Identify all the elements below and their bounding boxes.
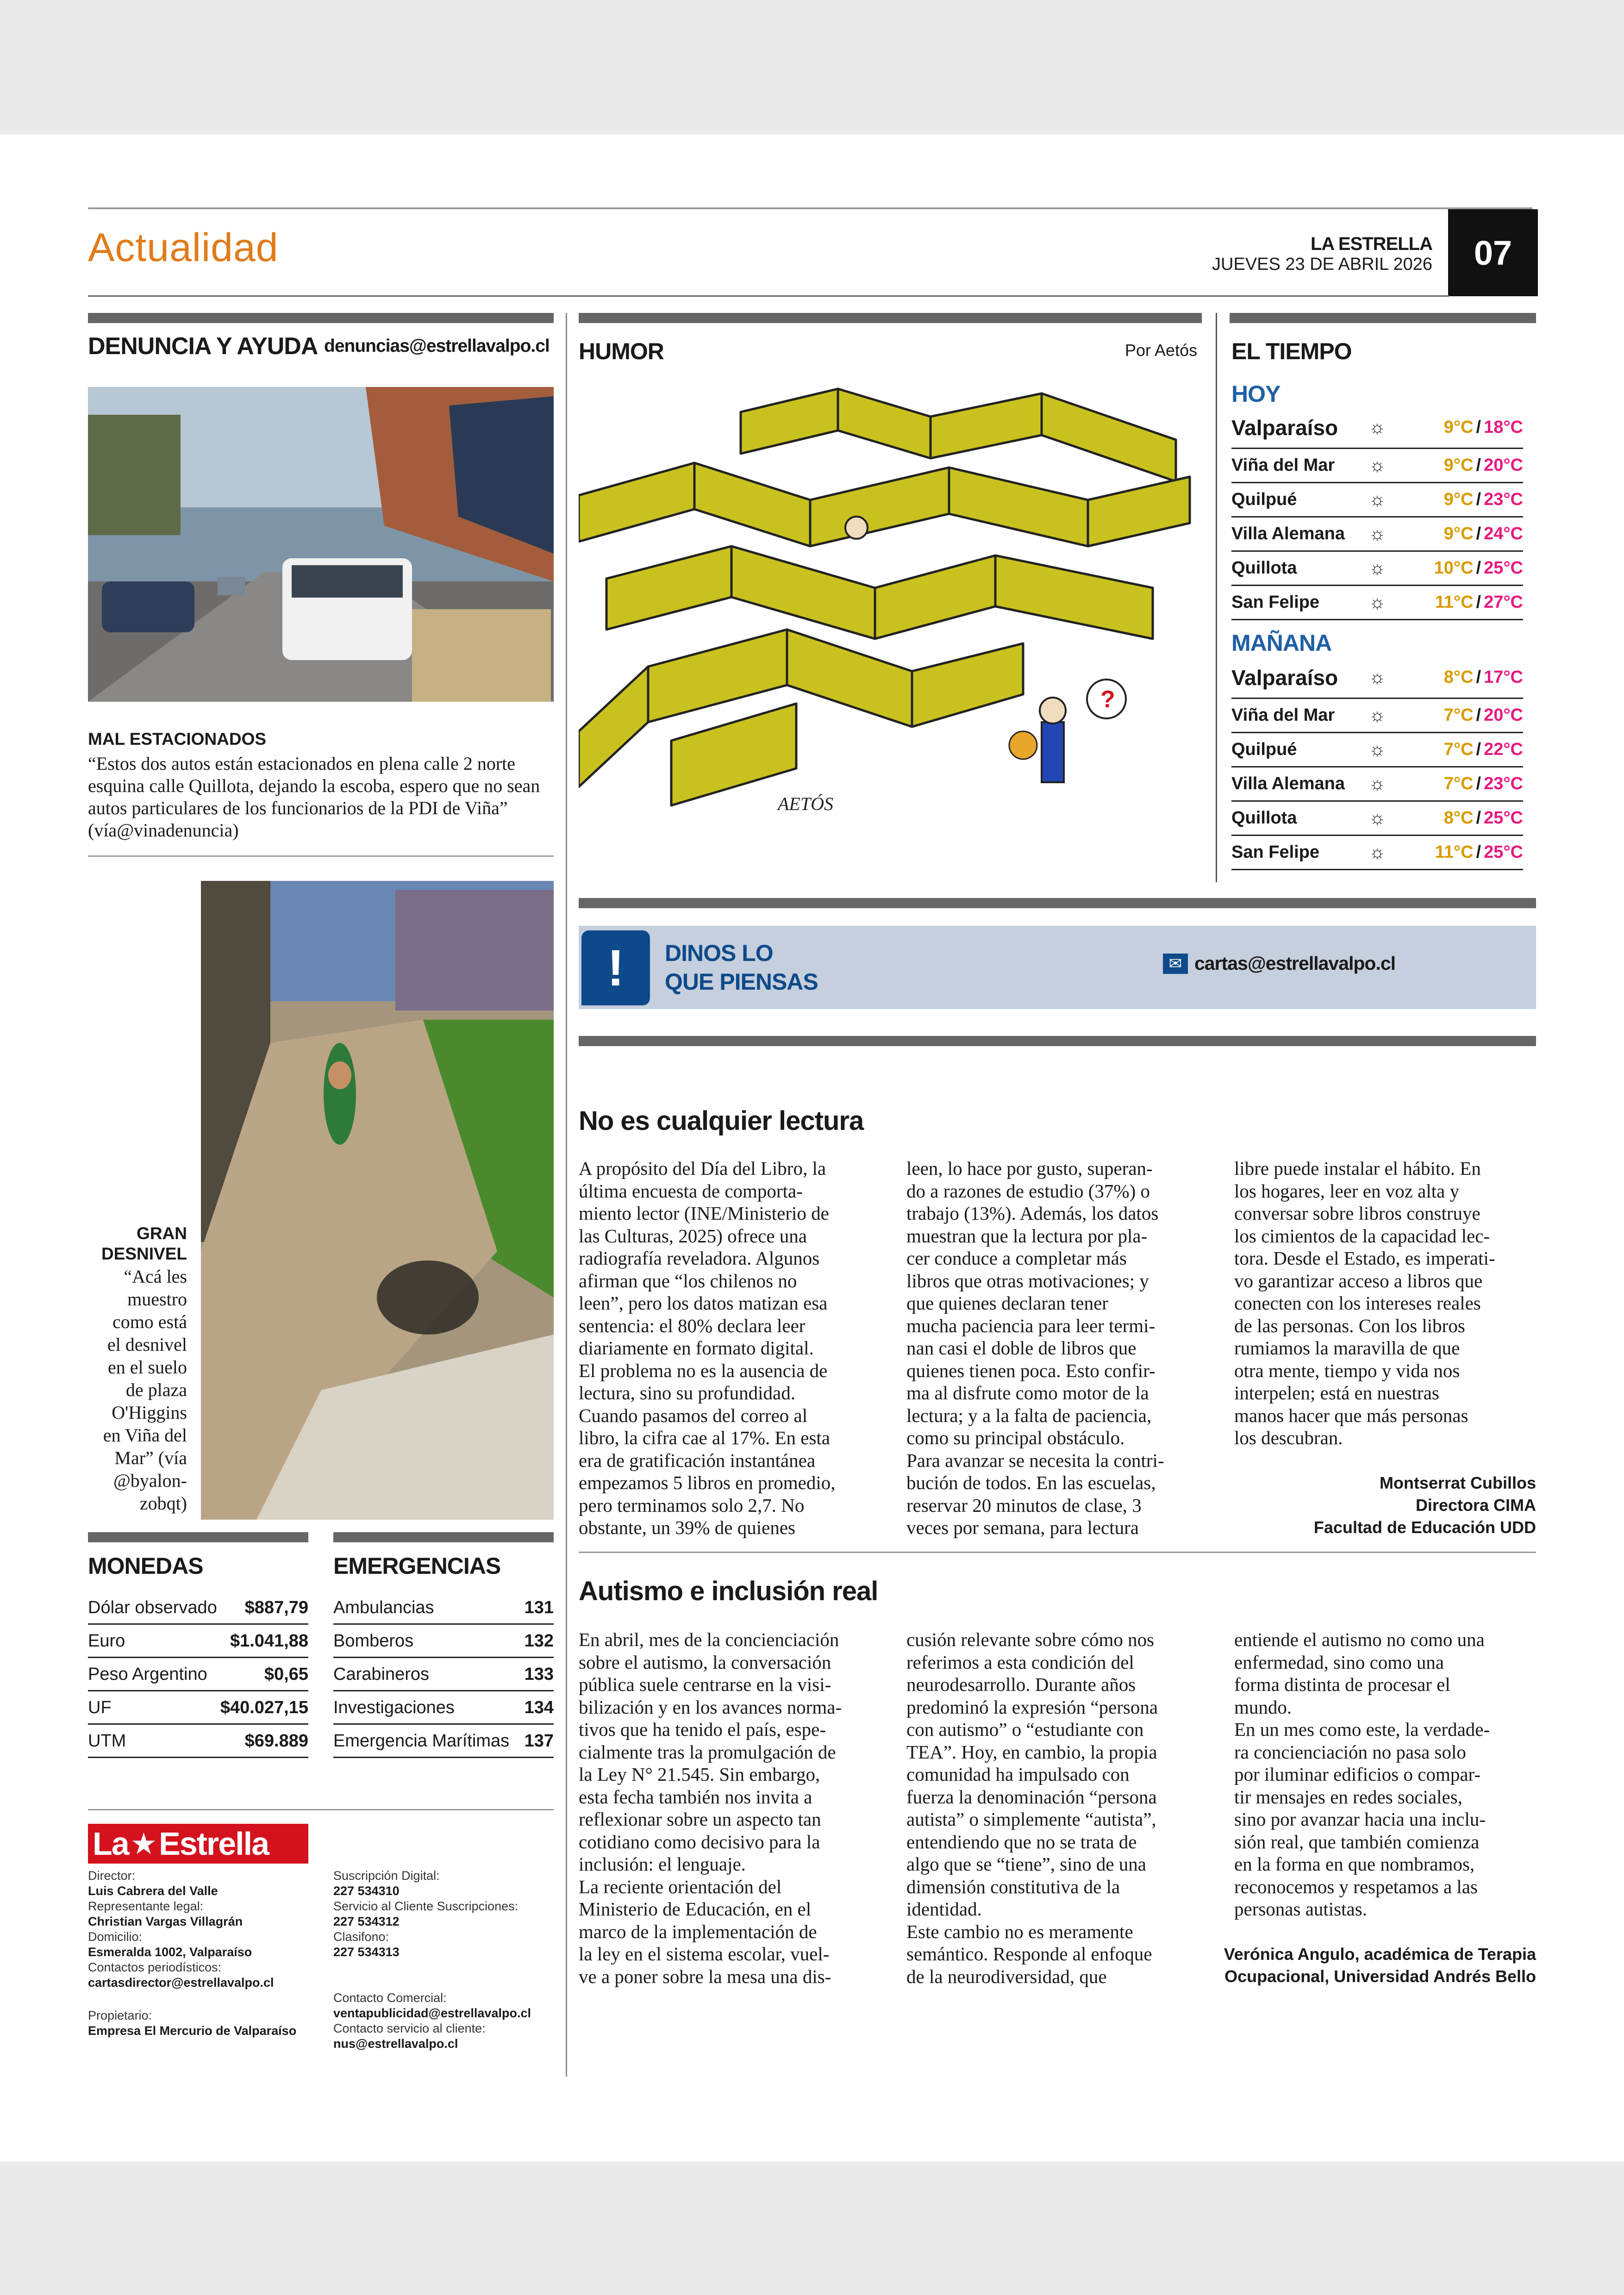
cartoon-signature: AETÓS bbox=[778, 793, 833, 814]
tiempo-title: EL TIEMPO bbox=[1231, 338, 1352, 364]
monedas-value: $887,79 bbox=[244, 1598, 308, 1617]
staff-right: Suscripción Digital: 227 534310 Servicio al Cliente Suscripciones: 227 534312 Clasifono: 227 534313 Contacto Comercial: ventapublicidad@estrellavalpo.cl Contacto servicio al cliente: nus@estrellavalpo.cl bbox=[333, 1869, 531, 2051]
letter1-col2: leen, lo hace por gusto, superan- do a razones de estudio (37%) o trabajo (13%). Además, los datos muestran que la lectura por pla- cer conduce a completar más libros que otras motivaciones; y que quienes declaran tener mucha paciencia para leer termi- nan casi el doble de libros que quienes tienen poca. Esto confir- ma al disfrute como motor de la lectura; y a la falta de paciencia, como su principal obstáculo. Para avanzar se necesita la contri- bución de todos. En las escuelas, reservar 20 minutos de clase, 3 veces por semana, para lectura bbox=[906, 1158, 1164, 1538]
page-date: JUEVES 23 DE ABRIL 2026 bbox=[1212, 255, 1432, 274]
dinos-bottom-bar bbox=[579, 1036, 1536, 1046]
maze-cartoon bbox=[579, 370, 1202, 861]
sun-icon: ☼ bbox=[1368, 667, 1386, 687]
masthead-brand: LA ESTRELLA bbox=[1310, 234, 1432, 254]
emergencias-value: 132 bbox=[524, 1631, 554, 1651]
letter1-col1: A propósito del Día del Libro, la última encuesta de comporta- miento lector (INE/Ministerio de las Culturas, 2025) ofrece una radiografía reveladora. Algunos afirman que “los chilenos no leen”, pero los datos matizan esa sentencia: el 80% declara leer diariamente en formato digital. El problema no es la ausencia de lectura, sino su profundidad. Cuando pasamos del correo al libro, la cifra cae al 17%. En esta era de gratificación instantánea empezamos 5 libros en promedio, pero terminamos solo 2,7. No obstante, un 39% de quienes bbox=[579, 1158, 836, 1538]
emergencias-row bbox=[333, 1659, 554, 1691]
letter2-col3: entiende el autismo no como una enfermedad, sino como una forma distinta de procesar el mundo. En un mes como este, la verdade- ra concienciación no pasa solo por iluminar edificios o compar- tir mensajes en redes sociales, sino por avanzar hacia una inclu- sión real, que también comienza en la forma en que nombramos, reconocemos y respetamos a las personas autistas. bbox=[1234, 1629, 1490, 1920]
monedas-value: $69.889 bbox=[244, 1731, 308, 1751]
denuncia-bar bbox=[88, 313, 554, 323]
svg-text:?: ? bbox=[1100, 686, 1115, 713]
weather-temps: 9°C / 23°C bbox=[1443, 490, 1523, 509]
weather-city: Quillota bbox=[1231, 558, 1297, 578]
weather-row-today bbox=[1231, 483, 1523, 518]
sun-icon: ☼ bbox=[1368, 842, 1386, 862]
emergencias-value: 133 bbox=[524, 1665, 554, 1684]
emergencias-label: Investigaciones bbox=[333, 1698, 455, 1717]
sun-icon: ☼ bbox=[1368, 558, 1386, 578]
emergencias-label: Emergencia Marítimas bbox=[333, 1731, 510, 1751]
emergencias-label: Bomberos bbox=[333, 1631, 414, 1651]
sun-icon: ☼ bbox=[1368, 489, 1386, 510]
humor-title: HUMOR bbox=[579, 338, 664, 364]
monedas-row bbox=[88, 1692, 308, 1725]
weather-temps: 10°C / 25°C bbox=[1434, 558, 1523, 578]
weather-temps: 7°C / 23°C bbox=[1443, 774, 1523, 793]
monedas-label: Dólar observado bbox=[88, 1598, 217, 1617]
weather-row-tomorrow bbox=[1231, 699, 1523, 733]
weather-city: Villa Alemana bbox=[1231, 774, 1345, 793]
weather-city: San Felipe bbox=[1231, 592, 1320, 612]
page-number: 07 bbox=[1448, 209, 1538, 296]
letter1-title: No es cualquier lectura bbox=[579, 1106, 864, 1136]
weather-city: Viña del Mar bbox=[1231, 455, 1335, 475]
tomorrow-label: MAÑANA bbox=[1231, 630, 1332, 656]
emergencias-value: 137 bbox=[524, 1731, 554, 1751]
sun-icon: ☼ bbox=[1368, 455, 1386, 475]
weather-divider bbox=[1216, 313, 1217, 882]
staff-divider bbox=[88, 1809, 554, 1810]
emergencias-bar bbox=[333, 1532, 554, 1542]
today-label: HOY bbox=[1231, 381, 1280, 407]
section-title: Actualidad bbox=[88, 225, 279, 270]
cartas-email[interactable]: cartas@estrellavalpo.cl bbox=[1194, 953, 1396, 974]
monedas-row bbox=[88, 1592, 308, 1625]
weather-city: Valparaíso bbox=[1231, 665, 1338, 690]
weather-city: Quilpué bbox=[1231, 740, 1297, 759]
dinos-top-bar bbox=[579, 898, 1536, 908]
sun-icon: ☼ bbox=[1368, 739, 1386, 760]
weather-temps: 9°C / 20°C bbox=[1443, 455, 1523, 475]
weather-row-tomorrow bbox=[1231, 836, 1523, 870]
monedas-value: $0,65 bbox=[264, 1665, 308, 1684]
column-divider bbox=[566, 313, 567, 2077]
estrella-logo bbox=[88, 1824, 308, 1864]
mail-icon: ✉ bbox=[1163, 954, 1188, 974]
star-icon: ★ bbox=[130, 1827, 157, 1860]
weather-temps: 8°C / 17°C bbox=[1443, 667, 1523, 687]
emergencias-value: 134 bbox=[524, 1698, 554, 1717]
weather-temps: 11°C / 25°C bbox=[1435, 842, 1523, 862]
parked-cars-photo bbox=[88, 387, 554, 702]
dinos-line1: DINOS LO bbox=[665, 940, 773, 966]
weather-temps: 7°C / 20°C bbox=[1443, 705, 1523, 725]
denuncia-divider bbox=[88, 855, 554, 857]
humor-bar bbox=[579, 313, 1202, 323]
sun-icon: ☼ bbox=[1368, 592, 1386, 612]
monedas-label: UTM bbox=[88, 1731, 126, 1751]
weather-city: Viña del Mar bbox=[1231, 705, 1335, 725]
denuncia-email[interactable]: denuncias@estrellavalpo.cl bbox=[324, 336, 550, 356]
monedas-value: $40.027,15 bbox=[220, 1698, 308, 1717]
emergencias-title: EMERGENCIAS bbox=[333, 1553, 501, 1579]
denuncia-title: DENUNCIA Y AYUDA bbox=[88, 333, 318, 360]
weather-row-today bbox=[1231, 552, 1523, 586]
exclamation-icon: ! bbox=[581, 930, 650, 1005]
logo-estrella: Estrella bbox=[159, 1826, 269, 1862]
humor-author: Por Aetós bbox=[1125, 341, 1198, 360]
weather-row-today bbox=[1231, 518, 1523, 552]
weather-row-today bbox=[1231, 407, 1523, 449]
monedas-value: $1.041,88 bbox=[230, 1631, 308, 1651]
sun-icon: ☼ bbox=[1368, 808, 1386, 828]
weather-city: Quillota bbox=[1231, 808, 1297, 828]
weather-row-tomorrow bbox=[1231, 767, 1523, 802]
logo-la: La bbox=[93, 1826, 129, 1862]
monedas-label: Euro bbox=[88, 1631, 125, 1651]
letters-divider bbox=[579, 1552, 1536, 1553]
emergencias-row bbox=[333, 1626, 554, 1658]
header-rule bbox=[88, 295, 1449, 297]
weather-row-today bbox=[1231, 586, 1523, 620]
weather-temps: 9°C / 18°C bbox=[1443, 418, 1523, 437]
item2-title: GRAN DESNIVEL bbox=[101, 1224, 187, 1263]
top-rule bbox=[88, 207, 1532, 209]
item2-text: “Acá les muestro como está el desnivel en el suelo de plaza O'Higgins en Viña del Mar” (vía @byalon- zobqt) bbox=[103, 1266, 187, 1514]
item1-title: MAL ESTACIONADOS bbox=[88, 730, 267, 748]
letter2-col1: En abril, mes de la concienciación sobre el autismo, la conversación pública suele centrarse en la visi- bilización y en los avances norma- tivos que ha tenido el país, espe- cialmente tras la promulgación de la Ley N° 21.545. Sin embargo, esta fecha también nos invita a reflexionar sobre un aspecto tan cotidiano como decisivo para la inclusión: el lenguaje. La reciente orientación del Ministerio de Educación, en el marco de la implementación de la ley en el sistema escolar, vuel- ve a poner sobre la mesa una dis- bbox=[579, 1629, 842, 1987]
weather-city: Valparaíso bbox=[1231, 415, 1338, 440]
monedas-row bbox=[88, 1626, 308, 1658]
weather-row-tomorrow bbox=[1231, 657, 1523, 699]
letter1-signature: Montserrat Cubillos Directora CIMA Facultad de Educación UDD bbox=[1313, 1473, 1536, 1537]
emergencias-label: Carabineros bbox=[333, 1665, 429, 1684]
weather-temps: 8°C / 25°C bbox=[1443, 808, 1523, 828]
sun-icon: ☼ bbox=[1368, 773, 1386, 794]
letter2-col2: cusión relevante sobre cómo nos referimos a esta condición del neurodesarrollo. Durante años predominó la expresión “persona con autismo” o “estudiante con TEA”. Hoy, en cambio, la propia comunidad ha impulsado con fuerza la denominación “persona autista” o simplemente “autista”, entendiendo que no se trata de algo que se “tiene”, sino de una dimensión constitutiva de la identidad. Este cambio no es meramente semántico. Responde al enfoque de la neurodiversidad, que bbox=[906, 1629, 1158, 1987]
sun-icon: ☼ bbox=[1368, 705, 1386, 725]
emergencias-value: 131 bbox=[524, 1598, 554, 1617]
sun-icon: ☼ bbox=[1368, 417, 1386, 437]
weather-row-tomorrow bbox=[1231, 802, 1523, 836]
emergencias-row bbox=[333, 1726, 554, 1758]
emergencias-row bbox=[333, 1592, 554, 1625]
plaza-ohiggins-photo bbox=[201, 881, 554, 1520]
emergencias-label: Ambulancias bbox=[333, 1598, 434, 1617]
monedas-label: Peso Argentino bbox=[88, 1665, 207, 1684]
sun-icon: ☼ bbox=[1368, 524, 1386, 544]
weather-city: San Felipe bbox=[1231, 842, 1320, 862]
monedas-label: UF bbox=[88, 1698, 112, 1717]
weather-temps: 7°C / 22°C bbox=[1443, 740, 1523, 759]
dinos-line2: QUE PIENSAS bbox=[665, 969, 818, 995]
weather-row-tomorrow bbox=[1231, 733, 1523, 767]
letter2-title: Autismo e inclusión real bbox=[579, 1576, 878, 1606]
monedas-row bbox=[88, 1726, 308, 1758]
staff-left: Director: Luis Cabrera del Valle Representante legal: Christian Vargas Villagrán Domicilio: Esmeralda 1002, Valparaíso Contactos periodísticos: cartasdirector@estrellavalpo.cl Propietario: Empresa El Mercurio de Valparaíso bbox=[88, 1869, 297, 2038]
monedas-bar bbox=[88, 1532, 308, 1542]
weather-city: Quilpué bbox=[1231, 490, 1297, 509]
weather-city: Villa Alemana bbox=[1231, 524, 1345, 543]
weather-row-today bbox=[1231, 449, 1523, 483]
letter2-signature: Verónica Angulo, académica de Terapia Ocupacional, Universidad Andrés Bello bbox=[1224, 1945, 1536, 1986]
monedas-title: MONEDAS bbox=[88, 1553, 203, 1579]
weather-temps: 9°C / 24°C bbox=[1443, 524, 1523, 543]
item1-text: “Estos dos autos están estacionados en plena calle 2 norte esquina calle Quillota, dejando la escoba, espero que no sean autos particulares de los funcionarios de la PDI de Viña” (vía@vinadenuncia) bbox=[88, 753, 540, 841]
emergencias-row bbox=[333, 1692, 554, 1725]
weather-temps: 11°C / 27°C bbox=[1435, 592, 1523, 612]
letter1-col3: libre puede instalar el hábito. En los hogares, leer en voz alta y conversar sobre libros construye los cimientos de la capacidad lec- tora. Desde el Estado, es imperati- vo garantizar acceso a libros que conecten con los intereses reales de las personas. Con los libros rumiamos la maravilla de que otra mente, tiempo y vida nos interpelen; está en nuestras manos hacer que más personas los descubran. bbox=[1234, 1158, 1495, 1448]
tiempo-bar bbox=[1230, 313, 1536, 323]
monedas-row bbox=[88, 1659, 308, 1691]
